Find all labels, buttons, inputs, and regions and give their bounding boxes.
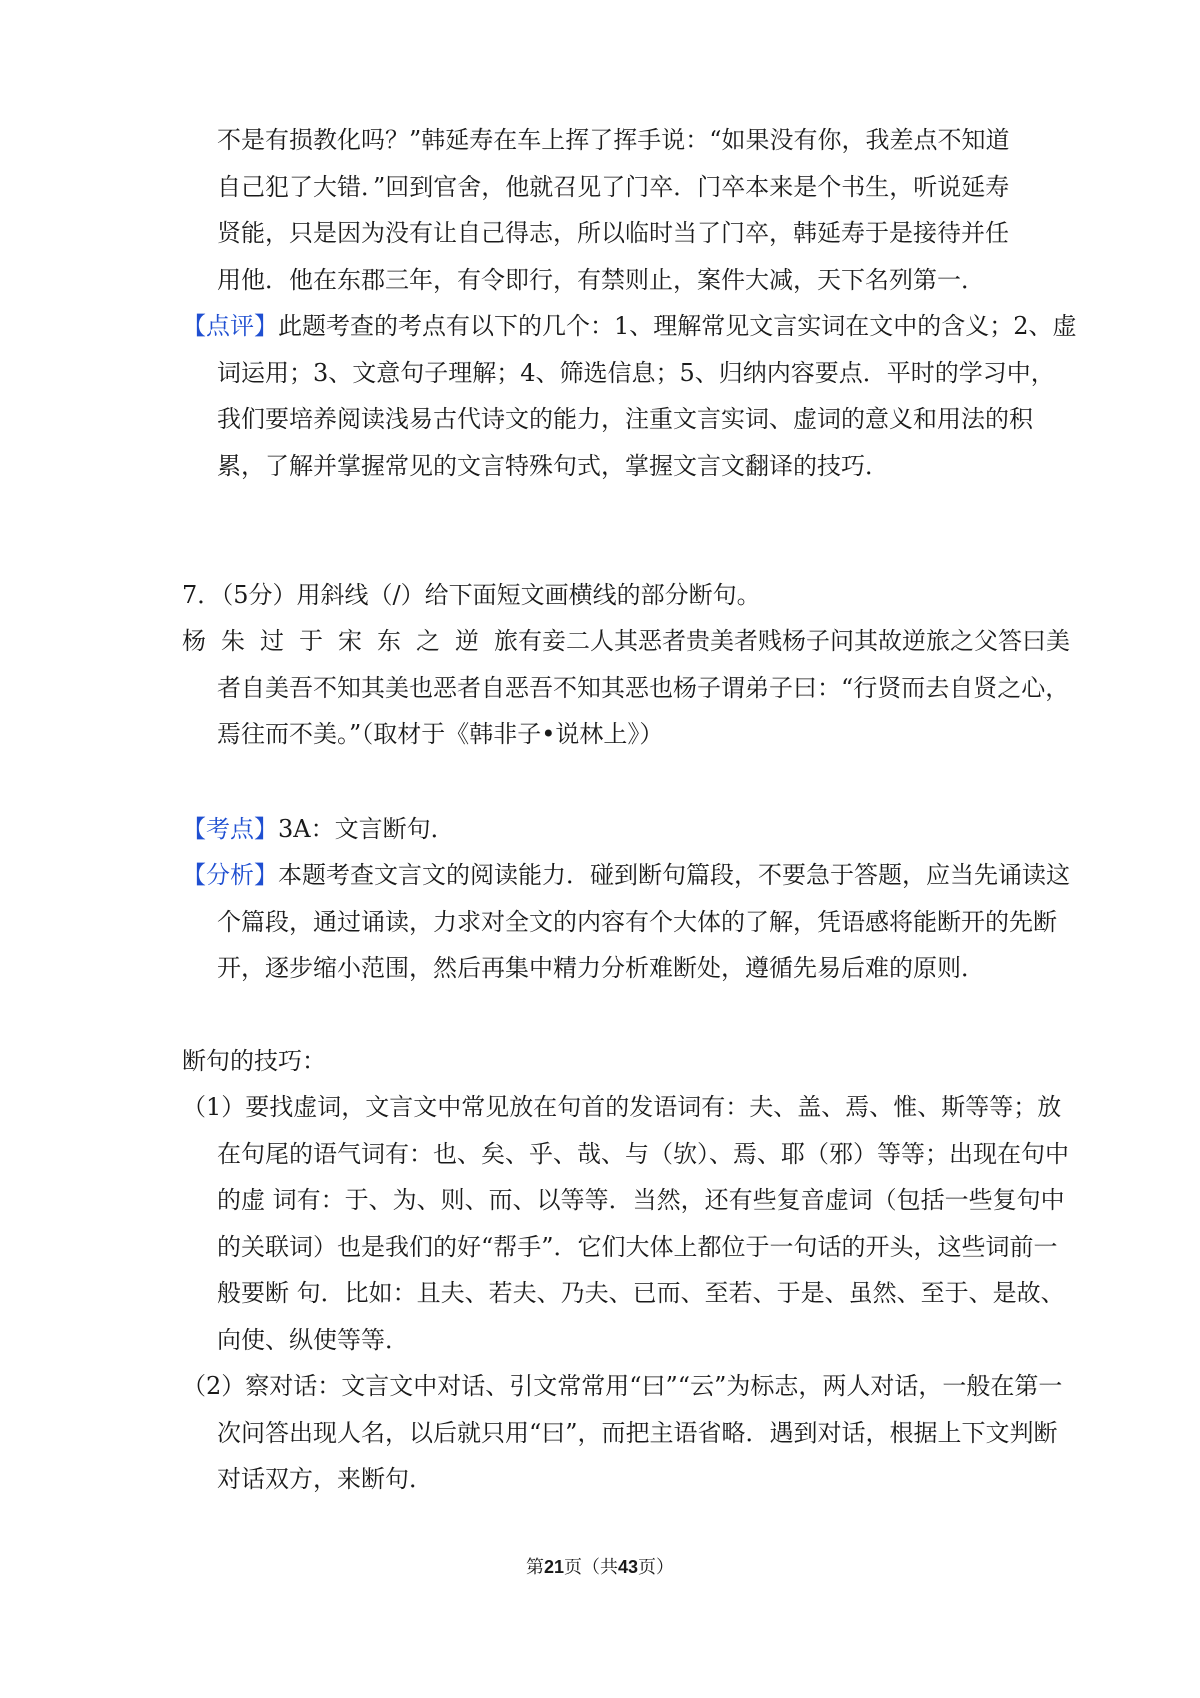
continuation-line: 用他．他在东郡三年，有令即行，有禁则止，案件大减，天下名列第一． [217, 265, 985, 294]
review-paragraph [182, 303, 1077, 489]
kaodian-tag: 【考点】 [182, 815, 278, 843]
footer-page-number: 21 [543, 1557, 564, 1577]
review-tag: 【点评】 [182, 312, 278, 340]
continuation-paragraph [182, 117, 1077, 303]
footer-suffix: 页） [638, 1557, 675, 1578]
continuation-line: 不是有损教化吗？”韩延寿在车上挥了挥手说：“如果没有你，我差点不知道 [217, 126, 1010, 154]
question-7-text: 旅有妾二人其恶者贵美者贱杨子问其故逆旅之父答曰美者自美吾不知其美也恶者自恶吾不知其恶也杨子谓弟子曰：“行贤而去自贤之心，焉往而不美。”（取材于《韩非子•说林上》） [217, 627, 1070, 748]
footer-middle: 页（共 [564, 1557, 618, 1578]
kaodian-text: 3A：文言断句． [278, 815, 455, 843]
question-7-spaced-part: 杨朱过于宋东之逆 [182, 627, 494, 655]
question-7-stem: 7．（5分）用斜线（/）给下面短文画横线的部分断句。 [182, 581, 761, 609]
skills-heading: 断句的技巧： [182, 1047, 326, 1075]
fenxi-text: 本题考查文言文的阅读能力．碰到断句篇段，不要急于答题，应当先诵读这个篇段，通过诵读，力求对全文的内容有个大体的了解，凭语感将能断开的先断开，逐步缩小范围，然后再集中精力分析难断处，遵循先易后难的原则． [217, 861, 1070, 982]
continuation-line: 自己犯了大错．”回到官舍，他就召见了门卒．门卒本来是个书生，听说延寿 [217, 172, 1010, 201]
question-7-passage [182, 618, 1077, 758]
review-text: 此题考查的考点有以下的几个：1、理解常见文言实词在文中的含义；2、虚词运用；3、文意句子理解；4、筛选信息；5、归纳内容要点．平时的学习中，我们要培养阅读浅易古代诗文的能力，注重文言实词、虚词的意义和用法的积累，了解并掌握常见的文言特殊句式，掌握文言文翻译的技巧． [217, 312, 1077, 480]
continuation-line: 贤能，只是因为没有让自己得志，所以临时当了门卒，韩延寿于是接待并任 [217, 219, 1009, 247]
skills-item-1: （1）要找虚词，文言文中常见放在句首的发语词有：夫、盖、焉、惟、斯等等；放在句尾的语气词有：也、矣、乎、哉、与（欤）、焉、耶（邪）等等；出现在句中的虚 词有：于、为、则、而、以等等．当然，还有些复音虚词（包括一些复句中的关联词）也是我们的好“帮手”．它们大体上都位于一句话的开头，这些词前一般要断 句．比如：且夫、若夫、乃夫、已而、至若、于是、虽然、至于、是故、向使、纵使等等． [182, 1093, 1069, 1354]
skills-item-2: （2）察对话：文言文中对话、引文常常用“曰”“云”为标志，两人对话，一般在第一次问答出现人名，以后就只用“曰”，而把主语省略．遇到对话，根据上下文判断对话双方，来断句． [182, 1372, 1063, 1493]
page-footer [0, 1553, 1200, 1579]
fenxi-tag: 【分析】 [182, 861, 278, 889]
fenxi-paragraph [182, 852, 1077, 992]
footer-prefix: 第 [525, 1557, 544, 1578]
footer-total-pages: 43 [618, 1557, 639, 1577]
kaodian-paragraph [182, 806, 1077, 853]
